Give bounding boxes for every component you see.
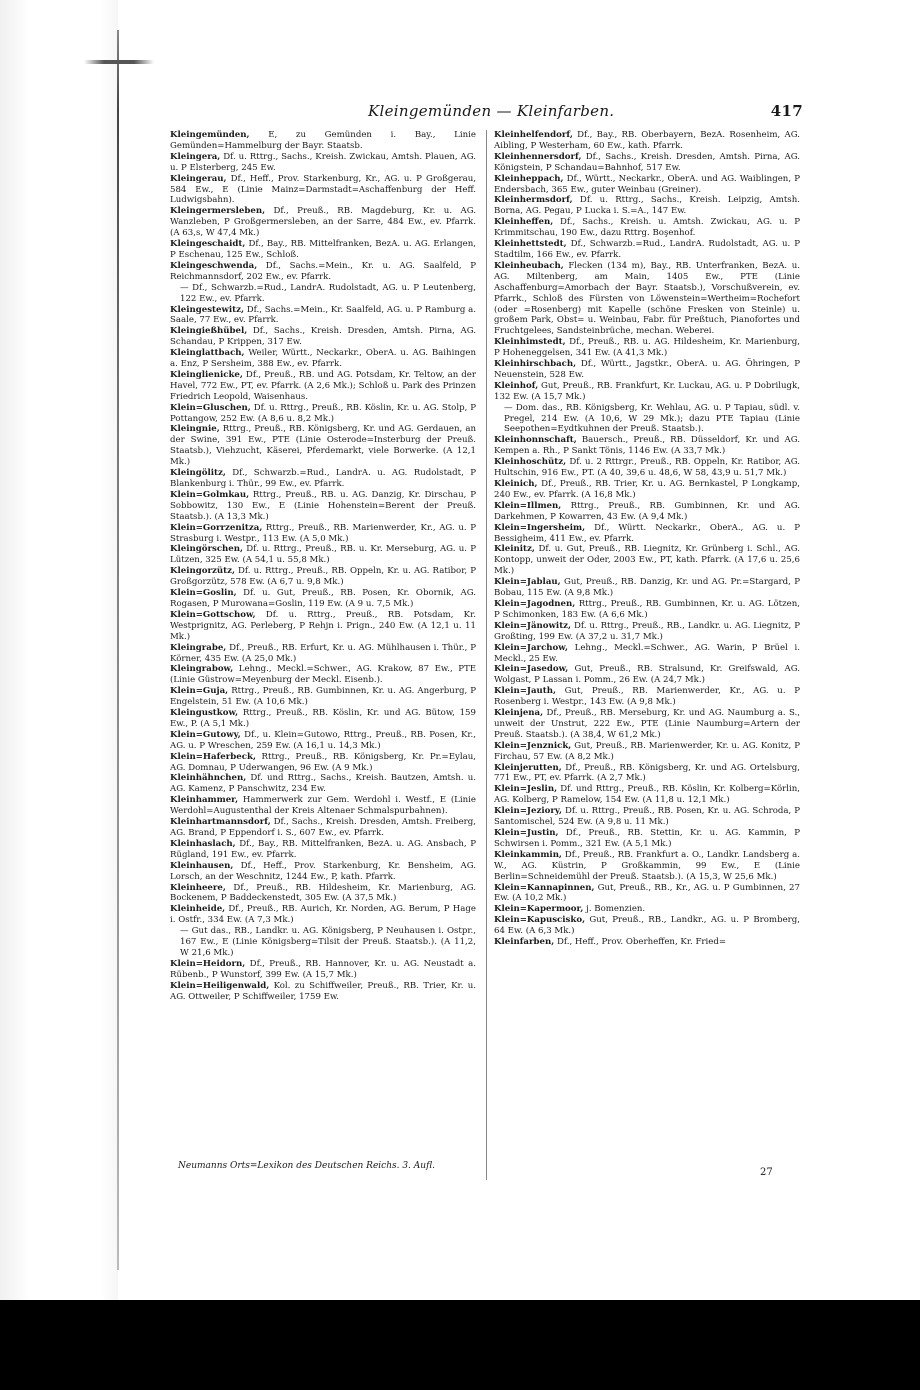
- gazetteer-entry: [494, 784, 800, 806]
- entry-text: Df., Schwarzb.=Rud., LandrA. Rudolstadt, AG. u. P Stadtilm, 166 Ew., ev. Pfarrk.: [494, 239, 800, 260]
- gazetteer-entry: [494, 621, 800, 643]
- entry-text: Df., Württ., Neckarkr., OberA. und AG. Waiblingen, P Endersbach, 365 Ew., guter Weinbau (Greiner).: [494, 173, 800, 195]
- margin-mark: [84, 60, 154, 64]
- header-title: Kleingemünden — Kleinfarben.: [368, 102, 615, 120]
- gazetteer-entry: [170, 752, 476, 774]
- entry-text: Df. u. Gut, Preuß., RB. Liegnitz, Kr. Grünberg i. Schl., AG. Kontopp, unweit der Oder, 2003 Ew., PT, kath. Pfarrk. (A 17,6 u. 25,6 Mk.): [494, 544, 800, 577]
- gazetteer-entry: [494, 239, 800, 261]
- entry-text: Df., Sachs.=Mein., Kr. u. AG. Saalfeld, P Reichmannsdorf, 202 Ew., ev. Pfarrk.: [170, 260, 476, 282]
- page-gutter: [0, 0, 118, 1300]
- entry-headword: Kleingrabow,: [170, 664, 234, 675]
- entry-headword: Klein=Haferbeck,: [170, 751, 256, 762]
- entry-headword: Klein=Jeslin,: [494, 784, 558, 795]
- binding-fold-line: [117, 30, 119, 1270]
- bottom-black-bar: [0, 1300, 920, 1390]
- entry-headword: Kleinich,: [494, 479, 538, 489]
- entry-text: j. Bomenzien.: [583, 904, 646, 915]
- gazetteer-entry: [170, 817, 476, 839]
- entry-headword: Kleingnie,: [170, 424, 220, 435]
- column-divider: [486, 130, 487, 1180]
- gazetteer-entry: [170, 206, 476, 239]
- entry-text: Df. u. Gut, Preuß., RB. Posen, Kr. Obornik, AG. Rogasen, P Murowana=Goslin, 119 Ew. (A 9 u. 7,5 Mk.): [170, 588, 476, 609]
- entry-text: Df. u. Rttrg., Preuß., RB., Landkr. u. AG. Liegnitz, P Großting, 199 Ew. (A 37,2 u. 31,7 Mk.): [494, 620, 800, 642]
- entry-text: Df., Preuß., RB. Magdeburg, Kr. u. AG. Wanzleben, P Großgermersleben, an der Sarre, 484 Ew., ev. Pfarrk. (A 63,s, W 47,4 Mk.): [170, 206, 476, 239]
- entry-headword: Kleinhartmannsdorf,: [170, 817, 271, 828]
- entry-text: Df., Sachs.=Mein., Kr. Saalfeld, AG. u. P Ramburg a. Saale, 77 Ew., ev. Pfarrk.: [170, 304, 476, 326]
- entry-headword: Kleinhermsdorf,: [494, 195, 573, 206]
- gazetteer-entry: [170, 773, 476, 795]
- entry-headword: Klein=Gutowy,: [170, 729, 241, 740]
- entry-text: Df., Preuß., RB. und AG. Potsdam, Kr. Teltow, an der Havel, 772 Ew., PT, ev. Pfarrk. (A 2,6 Mk.); Schloß u. Park des Prinzen Friedrich Leopold, Waisenhaus.: [170, 369, 476, 402]
- gazetteer-entry: [170, 926, 476, 959]
- entry-text: Gut, Preuß., RB. Marienwerder, Kr. u. AG. Konitz, P Firchau, 57 Ew. (A 8,2 Mk.): [494, 740, 800, 762]
- entry-headword: Klein=Kannapinnen,: [494, 882, 595, 893]
- entry-headword: Klein=Gottschow,: [170, 609, 256, 620]
- gazetteer-entry: [494, 523, 800, 545]
- entry-text: Gut, Preuß., RB. Marienwerder, Kr., AG. u. P Rosenberg i. Westpr., 143 Ew. (A 9,8 Mk.): [494, 686, 800, 708]
- entry-text: Rttrg., Preuß., RB. Königsberg, Kr. Pr.=Eylau, AG. Domnau, P Uderwangen, 96 Ew. (A 9 Mk.): [170, 751, 476, 773]
- gazetteer-entry: [170, 664, 476, 686]
- gazetteer-entry: [170, 686, 476, 708]
- gazetteer-entry: [170, 730, 476, 752]
- entry-text: Df., Sachs., Kreish. Dresden, Amtsh. Freiberg, AG. Brand, P Eppendorf i. S., 607 Ew., ev. Pfarrk.: [170, 817, 476, 838]
- entry-headword: Kleingrabe,: [170, 642, 227, 653]
- entry-text: Df., Sachs., Kreish. u. Amtsh. Zwickau, AG. u. P Krimmitschau, 190 Ew., dazu Rttrg. Boşenhof.: [494, 217, 800, 239]
- entry-text: Rttrg., Preuß., RB. u. AG. Danzig, Kr. Dirschau, P Sobbowitz, 130 Ew., E (Linie Hohenstein=Berent der Preuß. Staatsb.). (A 13,3 Mk.): [170, 489, 476, 522]
- gazetteer-entry: [170, 904, 476, 926]
- entry-headword: Kleingera,: [170, 151, 221, 162]
- gazetteer-entry: [494, 599, 800, 621]
- footer-imprint: Neumanns Orts=Lexikon des Deutschen Reichs. 3. Aufl.: [178, 1161, 435, 1171]
- entry-text: Df., Preuß., RB. Königsberg, Kr. und AG. Ortelsburg, 771 Ew., PT, ev. Pfarrk. (A 2,7 Mk.): [494, 762, 800, 784]
- entry-text: Df., Preuß., RB. Hildesheim, Kr. Marienburg, AG. Bockenem, P Baddeckenstedt, 305 Ew. (A 37,5 Mk.): [170, 882, 476, 904]
- entry-text: Gut, Preuß., RB. Danzig, Kr. und AG. Pr.=Stargard, P Bobau, 115 Ew. (A 9,8 Mk.): [494, 577, 800, 599]
- entry-text: Hammerwerk zur Gem. Werdohl i. Westf., E (Linie Werdohl=Augustenthal der Kreis Altenaer Schmalspurbahnen).: [170, 795, 476, 817]
- gazetteer-entry: [494, 643, 800, 665]
- entry-headword: Kleinhausen,: [170, 860, 234, 871]
- gazetteer-entry: [494, 403, 800, 436]
- entry-text: Gut, Preuß., RB. Stralsund, Kr. Greifswald, AG. Wolgast, P Lassan i. Pomm., 26 Ew. (A 24,7 Mk.): [494, 664, 800, 686]
- entry-text: Df., Württ., Jagstkr., OberA. u. AG. Öhringen, P Neuenstein, 528 Ew.: [494, 359, 800, 380]
- gazetteer-entry: [170, 708, 476, 730]
- entry-text: Lehng., Meckl.=Schwer., AG. Warin, P Brüel i. Meckl., 25 Ew.: [494, 642, 800, 664]
- entry-text: Gut, Preuß., RB. Frankfurt, Kr. Luckau, AG. u. P Dobrilugk, 132 Ew. (A 15,7 Mk.): [494, 380, 800, 402]
- gazetteer-entry: [494, 174, 800, 196]
- entry-headword: Klein=Goslin,: [170, 588, 237, 599]
- entry-headword: Kleinheere,: [170, 882, 226, 893]
- entry-text: Rttrg., Preuß., RB. Gumbinnen, Kr. u. AG. Lötzen, P Schimonken, 183 Ew. (A 6,6 Mk.): [494, 598, 800, 620]
- gazetteer-entry: [170, 348, 476, 370]
- entry-headword: Kleingorzütz,: [170, 566, 235, 577]
- entry-headword: Klein=Kapermoor,: [494, 904, 584, 915]
- gazetteer-entry: [494, 828, 800, 850]
- running-header: [163, 98, 803, 126]
- entry-text: Rttrg., Preuß., RB. Gumbinnen, Kr. und AG. Darkehmen, P Kowarren, 43 Ew. (A 9,4 Mk.): [494, 500, 800, 522]
- gazetteer-entry: [494, 664, 800, 686]
- entry-headword: Kleinhonnschaft,: [494, 435, 577, 446]
- entry-headword: Klein=Jenznick,: [494, 740, 572, 751]
- entry-text: Df. u. 2 Rttrgr., Preuß., RB. Oppeln, Kr. Ratibor, AG. Hultschin, 916 Ew., PT. (A 40, 39,6 u. 48,6, W 58, 43,9 u. 51,7 Mk.): [494, 457, 800, 479]
- entry-text: Df., Preuß., RB. Stettin, Kr. u. AG. Kammin, P Schwirsen i. Pomm., 321 Ew. (A 5,1 Mk.): [494, 828, 800, 849]
- entry-headword: Kleinhaslach,: [170, 838, 236, 849]
- gazetteer-entry: [170, 283, 476, 305]
- entry-text: Df., u. Klein=Gutowo, Rttrg., Preuß., RB. Posen, Kr., AG. u. P Wreschen, 259 Ew. (A 16,1 u. 14,3 Mk.): [170, 729, 476, 751]
- gazetteer-entry: [494, 904, 800, 915]
- gazetteer-entry: [494, 544, 800, 577]
- right-text-column: [494, 130, 800, 948]
- entry-headword: Klein=Jarchow,: [494, 642, 568, 653]
- entry-text: Df., Preuß., RB. Merseburg, Kr. und AG. Naumburg a. S., unweit der Unstrut, 222 Ew., PTE (Linie Naumburg=Artern der Preuß. Staatsb.). (A 38,4, W 61,2 Mk.): [494, 708, 800, 740]
- entry-headword: Kleinhennersdorf,: [494, 151, 582, 162]
- entry-text: Df., Preuß., RB. u. AG. Hildesheim, Kr. Marienburg, P Hoheneggelsen, 341 Ew. (A 41,3 Mk.): [494, 337, 800, 359]
- entry-text: Lehng., Meckl.=Schwer., AG. Krakow, 87 Ew., PTE (Linie Güstrow=Meyenburg der Meckl. Eisenb.).: [170, 664, 476, 686]
- gazetteer-entry: [170, 152, 476, 174]
- entry-headword: Klein=Guja,: [170, 686, 229, 697]
- entry-headword: Kleinhelfendorf,: [494, 130, 573, 140]
- gazetteer-entry: [494, 152, 800, 174]
- gazetteer-entry: [170, 610, 476, 643]
- entry-text: Rttrg., Preuß., RB. Marienwerder, Kr., AG. u. P Strasburg i. Westpr., 113 Ew. (A 5,0 Mk.): [170, 522, 476, 544]
- gazetteer-entry: [170, 643, 476, 665]
- gazetteer-entry: [494, 686, 800, 708]
- entry-text: Flecken (134 m), Bay., RB. Unterfranken, BezA. u. AG. Miltenberg, am Main, 1405 Ew., PTE (Linie Aschaffenburg=Amorbach der Bayr. Staatsb.), Vorschußverein, ev. Pfarrk., Schloß des Fürsten von Löwenstein=Wertheim=Rochefort (oder =Rosenberg) mit Kapelle (schöne Fresken von Steinle) u. großem Park, Obst= u. Weinbau, Fabr. für Preßtuch, Pianofortes und Fruchtgelees, Sandsteinbrüche, mechan. Weberei.: [494, 260, 800, 337]
- gazetteer-entry: [494, 883, 800, 905]
- gazetteer-entry: [494, 130, 800, 152]
- gazetteer-entry: [494, 937, 800, 948]
- entry-headword: Kleinheubach,: [494, 260, 564, 271]
- entry-text: Df. u. Rttrg., Preuß., RB. Potsdam, Kr. Westprignitz, AG. Perleberg, P Rehjn i. Prign., 240 Ew. (A 12,1 u. 11 Mk.): [170, 609, 476, 642]
- entry-text: Df., Heff., Prov. Oberheffen, Kr. Fried=: [554, 937, 727, 948]
- gazetteer-entry: [494, 435, 800, 457]
- entry-headword: Klein=Jänowitz,: [494, 620, 572, 631]
- gazetteer-entry: [170, 468, 476, 490]
- entry-text: Df., Bay., RB. Mittelfranken, BezA. u. AG. Erlangen, P Eschenau, 125 Ew., Schloß.: [170, 239, 476, 260]
- gazetteer-entry: [170, 326, 476, 348]
- entry-text: Df., Preuß., RB. Aurich, Kr. Norden, AG. Berum, P Hage i. Ostfr., 334 Ew. (A 7,3 Mk.): [170, 904, 476, 926]
- entry-headword: Kleinhettstedt,: [494, 239, 567, 250]
- entry-text: Rttrg., Preuß., RB. Gumbinnen, Kr. u. AG. Angerburg, P Engelstein, 51 Ew. (A 10,6 Mk.): [170, 686, 476, 708]
- gazetteer-entry: [170, 370, 476, 403]
- gazetteer-entry: [170, 174, 476, 207]
- entry-headword: Kleinjena,: [494, 708, 544, 719]
- entry-text: Gut, Preuß., RB., Landkr., AG. u. P Bromberg, 64 Ew. (A 6,3 Mk.): [494, 915, 800, 937]
- entry-headword: Kleingemünden,: [170, 130, 250, 140]
- entry-text: Rttrg., Preuß., RB. Königsberg, Kr. und AG. Gerdauen, an der Swine, 391 Ew., PTE (Linie Osterode=Insterburg der Preuß. Staatsb.), Viehzucht, Käserei, Pferdemarkt, viele Borwerke. (A 12,1 Mk.): [170, 424, 476, 468]
- entry-headword: Kleingermersleben,: [170, 206, 266, 217]
- entry-text: Weiler, Württ., Neckarkr., OberA. u. AG. Baihingen a. Enz, P Sersheim, 388 Ew., ev. Pfarrk.: [170, 348, 476, 370]
- gazetteer-entry: [494, 850, 800, 883]
- entry-text: Df. u. Rttrg., Preuß., RB. u. Kr. Merseburg, AG. u. P Lützen, 325 Ew. (A 54,1 u. 55,8 Mk.): [170, 544, 476, 566]
- entry-headword: Kleinjerutten,: [494, 762, 562, 773]
- gazetteer-entry: [494, 763, 800, 785]
- entry-headword: Klein=Illmen,: [494, 500, 562, 511]
- entry-text: Df. u. Rttrg., Preuß., RB. Oppeln, Kr. u. AG. Ratibor, P Großgorzütz, 578 Ew. (A 6,7 u. 9,8 Mk.): [170, 566, 476, 588]
- entry-headword: Klein=Justin,: [494, 828, 559, 838]
- entry-text: Bauersch., Preuß., RB. Düsseldorf, Kr. und AG. Kempen a. Rh., P Sankt Tönis, 1146 Ew. (A 33,7 Mk.): [494, 435, 800, 457]
- entry-headword: Klein=Jasedow,: [494, 664, 569, 675]
- entry-text: Df. und Rttrg., Preuß., RB. Köslin, Kr. Kolberg=Körlin, AG. Kolberg, P Ramelow, 154 Ew. (A 11,8 u. 12,1 Mk.): [494, 784, 800, 806]
- gazetteer-entry: [170, 544, 476, 566]
- gazetteer-entry: [170, 490, 476, 523]
- entry-headword: Klein=Ingersheim,: [494, 522, 586, 533]
- gazetteer-entry: [170, 959, 476, 981]
- entry-headword: Kleinhähnchen,: [170, 773, 247, 784]
- entry-text: Df., Bay., RB. Mittelfranken, BezA. u. AG. Ansbach, P Rügland, 191 Ew., ev. Pfarrk.: [170, 838, 476, 860]
- entry-text: Df., Preuß., RB. Trier, Kr. u. AG. Bernkastel, P Longkamp, 240 Ew., ev. Pfarrk. (A 16,8 Mk.): [494, 479, 800, 500]
- gazetteer-entry: [170, 839, 476, 861]
- entry-headword: Klein=Jeziory,: [494, 806, 563, 817]
- entry-headword: Klein=Jauth,: [494, 686, 557, 697]
- gazetteer-entry: [494, 457, 800, 479]
- entry-headword: Kleinheppach,: [494, 173, 564, 184]
- gazetteer-entry: [170, 861, 476, 883]
- entry-text: Df., Sachs., Kreish. Dresden, Amtsh. Pirna, AG. Schandau, P Krippen, 317 Ew.: [170, 326, 476, 348]
- entry-text: Df., Württ. Neckarkr., OberA., AG. u. P Bessigheim, 411 Ew., ev. Pfarrk.: [494, 522, 800, 544]
- entry-headword: Kleingerau,: [170, 173, 227, 184]
- entry-headword: Klein=Gluschen,: [170, 402, 251, 413]
- gazetteer-entry: [494, 577, 800, 599]
- entry-headword: Kleingeschwenda,: [170, 260, 258, 271]
- gazetteer-entry: [170, 883, 476, 905]
- entry-text: Df., Preuß., RB. Erfurt, Kr. u. AG. Mühlhausen i. Thür., P Körner, 435 Ew. (A 25,0 Mk.): [170, 642, 476, 664]
- gazetteer-entry: [494, 915, 800, 937]
- gazetteer-entry: [494, 806, 800, 828]
- entry-text: Df. u. Rttrg., Preuß., RB. Köslin, Kr. u. AG. Stolp, P Pottangow, 252 Ew. (A 8,6 u. 8,2 Mk.): [170, 402, 476, 424]
- page-number: 417: [770, 102, 803, 120]
- gazetteer-entry: [170, 566, 476, 588]
- entry-headword: Kleinhoschütz,: [494, 457, 567, 468]
- gazetteer-entry: [170, 588, 476, 610]
- entry-headword: Klein=Golmkau,: [170, 489, 250, 500]
- gazetteer-entry: [494, 479, 800, 501]
- entry-headword: Kleinkammin,: [494, 849, 562, 860]
- gazetteer-entry: [494, 741, 800, 763]
- entry-headword: Kleinheide,: [170, 904, 226, 915]
- gazetteer-entry: [170, 523, 476, 545]
- entry-headword: Kleinheffen,: [494, 217, 554, 228]
- entry-text: Df. u. Rttrg., Sachs., Kreish. Zwickau, Amtsh. Plauen, AG. u. P Elsterberg, 245 Ew.: [170, 151, 476, 173]
- entry-headword: Klein=Jagodnen,: [494, 598, 576, 609]
- entry-headword: Kleingörschen,: [170, 544, 244, 555]
- entry-headword: Klein=Jablau,: [494, 577, 561, 588]
- gazetteer-entry: [494, 501, 800, 523]
- entry-text: Df., Preuß., RB. Frankfurt a. O., Landkr. Landsberg a. W., AG. Küstrin, P Großkammin, 99 Ew., E (Linie Berlin=Schneidemühl der Preuß. Staatsb.). (A 15,3, W 25,6 Mk.): [494, 849, 800, 882]
- entry-headword: Kleingeschaidt,: [170, 239, 246, 250]
- entry-headword: Kleinhof,: [494, 380, 539, 391]
- entry-text: Gut, Preuß., RB., Kr., AG. u. P Gumbinnen, 27 Ew. (A 10,2 Mk.): [494, 882, 800, 904]
- gazetteer-entry: [494, 381, 800, 403]
- gazetteer-entry: [170, 305, 476, 327]
- entry-text: E, zu Gemünden i. Bay., Linie Gemünden=Hammelburg der Bayr. Staatsb.: [170, 130, 476, 151]
- gazetteer-entry: [494, 217, 800, 239]
- gazetteer-entry: [494, 195, 800, 217]
- entry-headword: Kleingölitz,: [170, 468, 226, 479]
- entry-text: Df. u. Rttrg., Sachs., Kreish. Leipzig, Amtsh. Borna, AG. Pegau, P Lucka i. S.=A., 147 Ew.: [494, 195, 800, 217]
- entry-headword: Kleinhirschbach,: [494, 359, 577, 370]
- entry-text: Df., Bay., RB. Oberbayern, BezA. Rosenheim, AG. Aibling, P Westerham, 60 Ew., kath. Pfarrk.: [494, 130, 800, 151]
- entry-text: — Df., Schwarzb.=Rud., LandrA. Rudolstadt, AG. u. P Leutenberg, 122 Ew., ev. Pfarrk.: [180, 282, 476, 304]
- gazetteer-entry: [494, 708, 800, 741]
- entry-headword: Kleinfarben,: [494, 937, 555, 948]
- entry-headword: Kleinhammer,: [170, 795, 239, 806]
- entry-headword: Kleinhimstedt,: [494, 337, 566, 348]
- entry-headword: Klein=Kapuscisko,: [494, 915, 586, 926]
- gazetteer-entry: [494, 337, 800, 359]
- gazetteer-entry: [494, 359, 800, 381]
- entry-text: Df., Preuß., RB. Hannover, Kr. u. AG. Neustadt a. Rübenb., P Wunstorf, 399 Ew. (A 15,7 Mk.): [170, 958, 476, 980]
- entry-headword: Klein=Gorrzenitza,: [170, 522, 263, 533]
- entry-text: Df., Schwarzb.=Rud., LandrA. u. AG. Rudolstadt, P Blankenburg i. Thür., 99 Ew., ev. Pfarrk.: [170, 468, 476, 489]
- entry-headword: Kleinglattbach,: [170, 348, 245, 359]
- entry-headword: Kleingießhübel,: [170, 326, 248, 337]
- gazetteer-entry: [494, 261, 800, 337]
- entry-text: Kol. zu Schiffweiler, Preuß., RB. Trier, Kr. u. AG. Ottweiler, P Schiffweiler, 1759 Ew.: [170, 980, 476, 1002]
- left-text-column: [170, 130, 476, 1003]
- gazetteer-entry: [170, 981, 476, 1003]
- entry-headword: Klein=Heiligenwald,: [170, 980, 270, 991]
- entry-headword: Kleinitz,: [494, 544, 535, 555]
- entry-headword: Kleingestewitz,: [170, 304, 244, 315]
- gazetteer-entry: [170, 403, 476, 425]
- gazetteer-entry: [170, 130, 476, 152]
- gazetteer-entry: [170, 239, 476, 261]
- entry-headword: Klein=Heidorn,: [170, 958, 246, 969]
- entry-headword: Kleinglienicke,: [170, 369, 243, 380]
- signature-mark: 27: [760, 1167, 773, 1178]
- entry-text: — Gut das., RB., Landkr. u. AG. Königsberg, P Neuhausen i. Ostpr., 167 Ew., E (Linie Königsberg=Tilsit der Preuß. Staatsb.). (A 11,2, W 21,6 Mk.): [180, 926, 476, 958]
- gazetteer-entry: [170, 424, 476, 468]
- entry-text: Df., Heff., Prov. Starkenburg, Kr., AG. u. P Großgerau, 584 Ew., E (Linie Mainz=Darmstadt=Aschaffenburg der Heff. Ludwigsbahn).: [170, 173, 476, 206]
- entry-text: Rttrg., Preuß., RB. Köslin, Kr. und AG. Bütow, 159 Ew., P. (A 5,1 Mk.): [170, 708, 476, 729]
- entry-text: Df. und Rttrg., Sachs., Kreish. Bautzen, Amtsh. u. AG. Kamenz, P Panschwitz, 234 Ew.: [170, 773, 476, 795]
- gazetteer-entry: [170, 795, 476, 817]
- entry-headword: Kleingustkow,: [170, 708, 239, 719]
- gazetteer-entry: [170, 261, 476, 283]
- entry-text: — Dom. das., RB. Königsberg, Kr. Wehlau, AG. u. P Tapiau, südl. v. Pregel, 214 Ew. (A 10,6, W 29 Mk.); dazu PTE Tapiau (Linie Seepothen=Eydtkuhnen der Preuß. Staatsb.).: [504, 402, 800, 435]
- entry-text: Df. u. Rttrg., Preuß., RB. Posen, Kr. u. AG. Schroda, P Santomischel, 524 Ew. (A 9,8 u. 11 Mk.): [494, 806, 800, 828]
- entry-text: Df., Heff., Prov. Starkenburg, Kr. Bensheim, AG. Lorsch, an der Weschnitz, 1244 Ew., P, kath. Pfarrk.: [170, 860, 476, 882]
- entry-text: Df., Sachs., Kreish. Dresden, Amtsh. Pirna, AG. Königstein, P Schandau=Bahnhof, 517 Ew.: [494, 151, 800, 173]
